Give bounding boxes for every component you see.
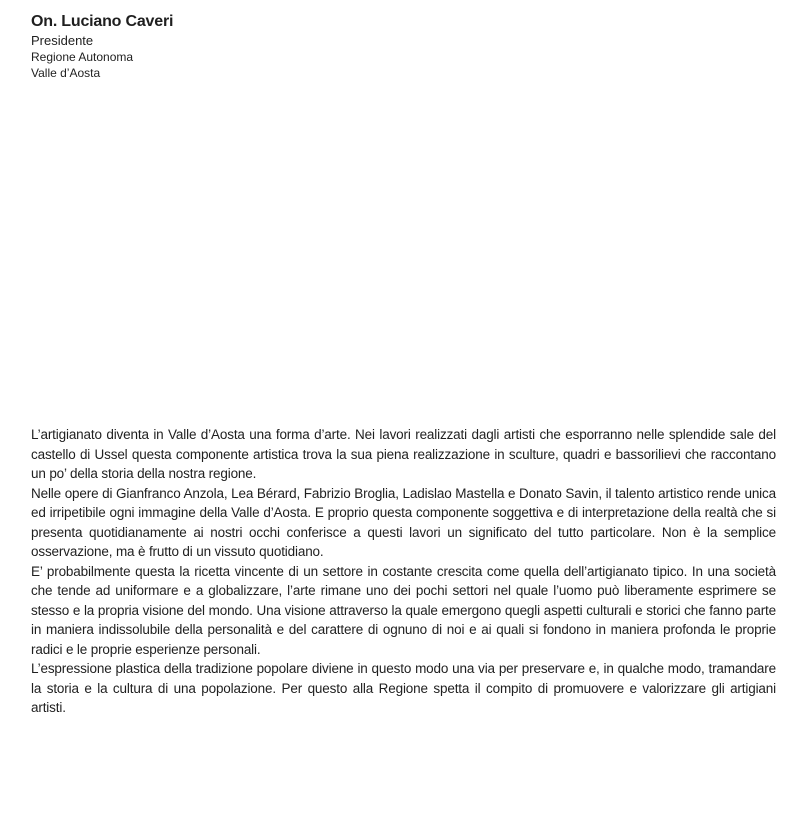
paragraph-4: L’espressione plastica della tradizione popolare diviene in questo modo una via per preservare e, in qualche modo, tramandare la storia e la cultura di una popolazione. Per questo alla Regione spetta il compito di promuovere e valorizzare gli artigiani artisti.	[31, 661, 776, 715]
author-org-line1: Regione Autonoma	[31, 50, 134, 64]
paragraph-3: E’ probabilmente questa la ricetta vincente di un settore in costante crescita come quella dell’artigianato tipico. In una società che tende ad uniformare e a globalizzare, l’arte rimane uno dei pochi settori nel quale l’uomo può liberamente esprimere se stesso e la propria visione del mondo. Una visione attraverso la quale emergono quegli aspetti culturali e storici che fanno parte in maniera indissolubile della personalità e del carattere di ognuno di noi e ai quali si fondono in maniera profonda le proprie radici e le proprie esperienze personali.	[31, 563, 776, 657]
author-name: On. Luciano Caveri	[31, 13, 174, 30]
letter-body	[31, 425, 776, 718]
paragraph-2: Nelle opere di Gianfranco Anzola, Lea Bérard, Fabrizio Broglia, Ladislao Mastella e Donato Savin, il talento artistico rende unica ed irripetibile ogni immagine della Valle d’Aosta. E proprio questa componente soggettiva e di interpretazione della realtà che si presenta quotidianamente ai nostri occhi conferisce a questi lavori un significato del tutto particolare. Non è la semplice osservazione, ma è frutto di un vissuto quotidiano.	[31, 485, 776, 559]
paragraph-1: L’artigianato diventa in Valle d’Aosta una forma d’arte. Nei lavori realizzati dagli artisti che esporranno nelle splendide sale del castello di Ussel questa componente artistica trova la sua piena realizzazione in sculture, quadri e bassorilievi che raccontano un po’ della storia della nostra regione.	[31, 427, 776, 481]
author-block	[31, 12, 173, 81]
author-role: Presidente	[31, 33, 94, 48]
author-org-line2: Valle d’Aosta	[31, 66, 101, 80]
